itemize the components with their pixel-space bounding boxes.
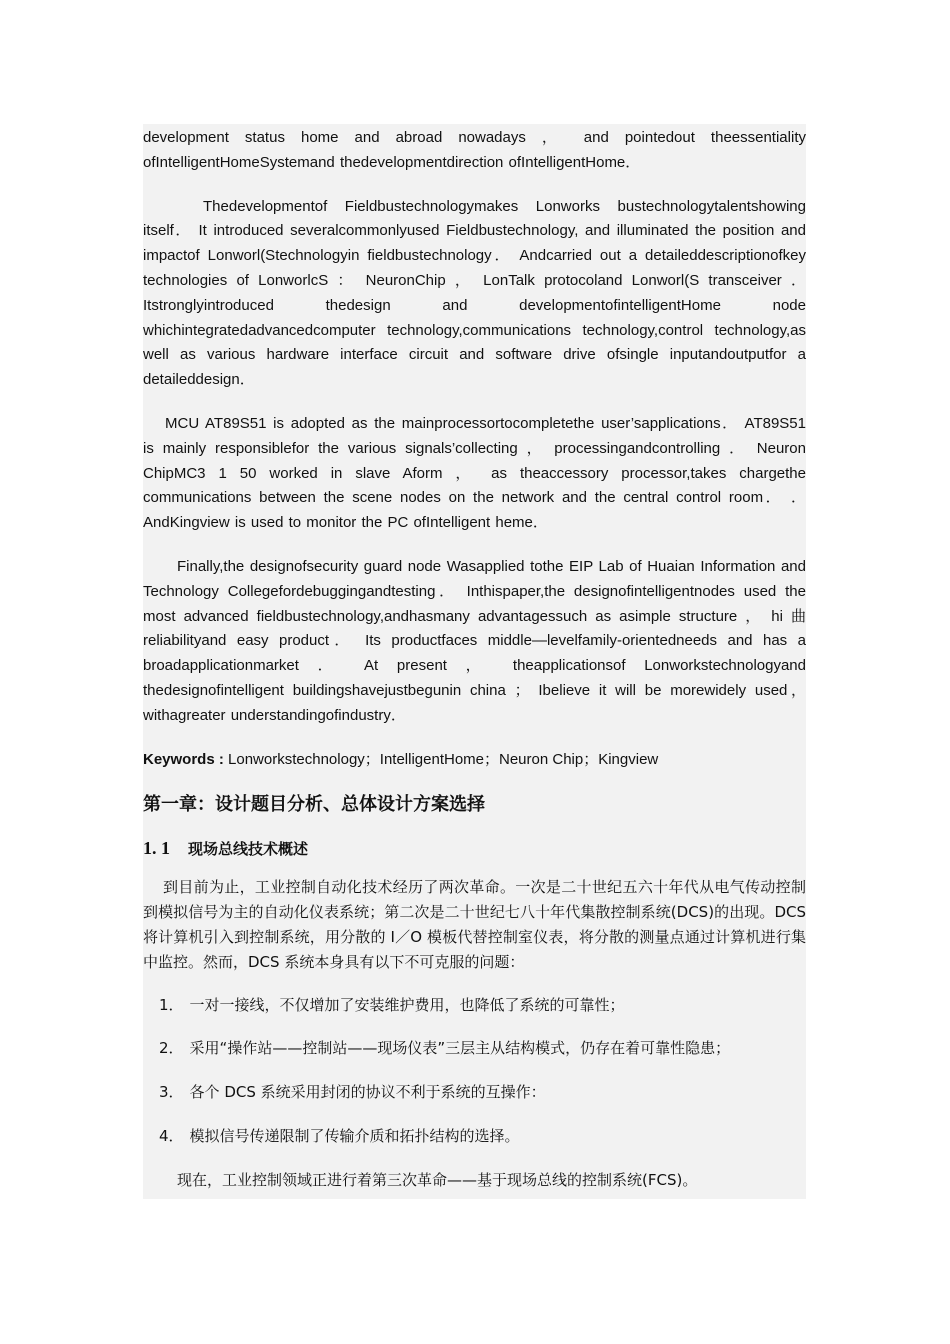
abstract-paragraph-4: Finally,the designofsecurity guard node Wasapplied tothe EIP Lab of Huaian Information and Technology Collegefordebuggingandtesting． Inthispaper,the designofintelligentnodes used the most advanced fieldbustechnology,andhasmany advantagessuch as asimple structure ， hi 曲 reliabilityand easy product． Its productfaces middle—levelfamily-orientedneeds and has a broadapplicationmarket ． At present ， theapplicationsof Lonworkstechnologyand thedesignofintelligent buildingshavejustbegunin china ； Ibelieve it will be morewidely used，withagreater understandingofindustry．	[143, 557, 806, 724]
keywords-label: Keywords :	[143, 750, 224, 768]
section-title: 现场总线技术概述	[188, 840, 309, 859]
chapter-title: 第一章：设计题目分析、总体设计方案选择	[143, 794, 485, 816]
intro-paragraph: 到目前为止，工业控制自动化技术经历了两次革命。一次是二十世纪五六十年代从电气传动控制到模拟信号为主的自动化仪表系统；第二次是二十世纪七八十年代集散控制系统(DCS)的出现。DCS 将计算机引入到控制系统，用分散的 I／O 模板代替控制室仪表，将分散的测量点通过计算机进行集中监控。然而，DCS 系统本身具有以下不可克服的问题：	[143, 878, 806, 971]
closing-paragraph: 现在，工业控制领域正进行着第三次革命——基于现场总线的控制系统(FCS)。	[177, 1170, 698, 1189]
list-item	[143, 993, 806, 1018]
list-item-text: 模拟信号传递限制了传输介质和拓扑结构的选择。	[189, 1126, 520, 1145]
keywords-line	[143, 748, 806, 773]
section-heading	[143, 836, 806, 861]
list-item	[143, 1080, 806, 1105]
abstract-paragraph-1: development status home and abroad nowadays ， and pointedout theessentiality ofIntelligentHomeSystemand thedevelopmentdirection ofIntelligentHome．	[143, 129, 806, 171]
document-page	[143, 124, 806, 1199]
list-item-number: 3．	[159, 1083, 184, 1102]
keywords-value: Lonworkstechnology；IntelligentHome；Neuron Chip；Kingview	[228, 750, 659, 768]
list-item	[143, 1036, 806, 1061]
list-item-number: 4．	[159, 1126, 184, 1145]
list-item	[143, 1124, 806, 1149]
list-item-text: 采用“操作站——控制站——现场仪表”三层主从结构模式，仍存在着可靠性隐患；	[189, 1039, 731, 1058]
list-item-text: 一对一接线，不仅增加了安装维护费用，也降低了系统的可靠性；	[189, 995, 625, 1014]
list-item-number: 2．	[159, 1039, 184, 1058]
abstract-paragraph-3: MCU AT89S51 is adopted as the mainprocessortocompletethe user’sapplications． AT89S51 is mainly responsiblefor the various signals’collecting ， processingandcontrolling ． Neuron ChipMC3 1 50 worked in slave Aform ， as theaccessory processor,takes chargethe communications between the scene nodes on the network and the central control room． ． AndKingview is used to monitor the PC ofIntelligent heme．	[143, 414, 806, 532]
list-item-text: 各个 DCS 系统采用封闭的协议不利于系统的互操作：	[189, 1083, 546, 1102]
abstract-paragraph-2: Thedevelopmentof Fieldbustechnologymakes Lonworks bustechnologytalentshowing itself． It introduced severalcommonlyused Fieldbustechnology, and illuminated the position and impactof Lonworl(Stechnologyin fieldbustechnology． Andcarried out a detaileddescriptionofkey technologies of LonworlcS ： NeuronChip ， LonTalk protocoland Lonworl(S transceiver ． Itstronglyintroduced thedesign and developmentofintelligentHome node whichintegratedadvancedcomputer technology,communications technology,control technology,as well as various hardware interface circuit and software drive ofsingle inputandoutputfor a detaileddesign．	[143, 197, 806, 389]
section-number: 1. 1	[143, 838, 170, 859]
list-item-number: 1．	[159, 995, 184, 1014]
